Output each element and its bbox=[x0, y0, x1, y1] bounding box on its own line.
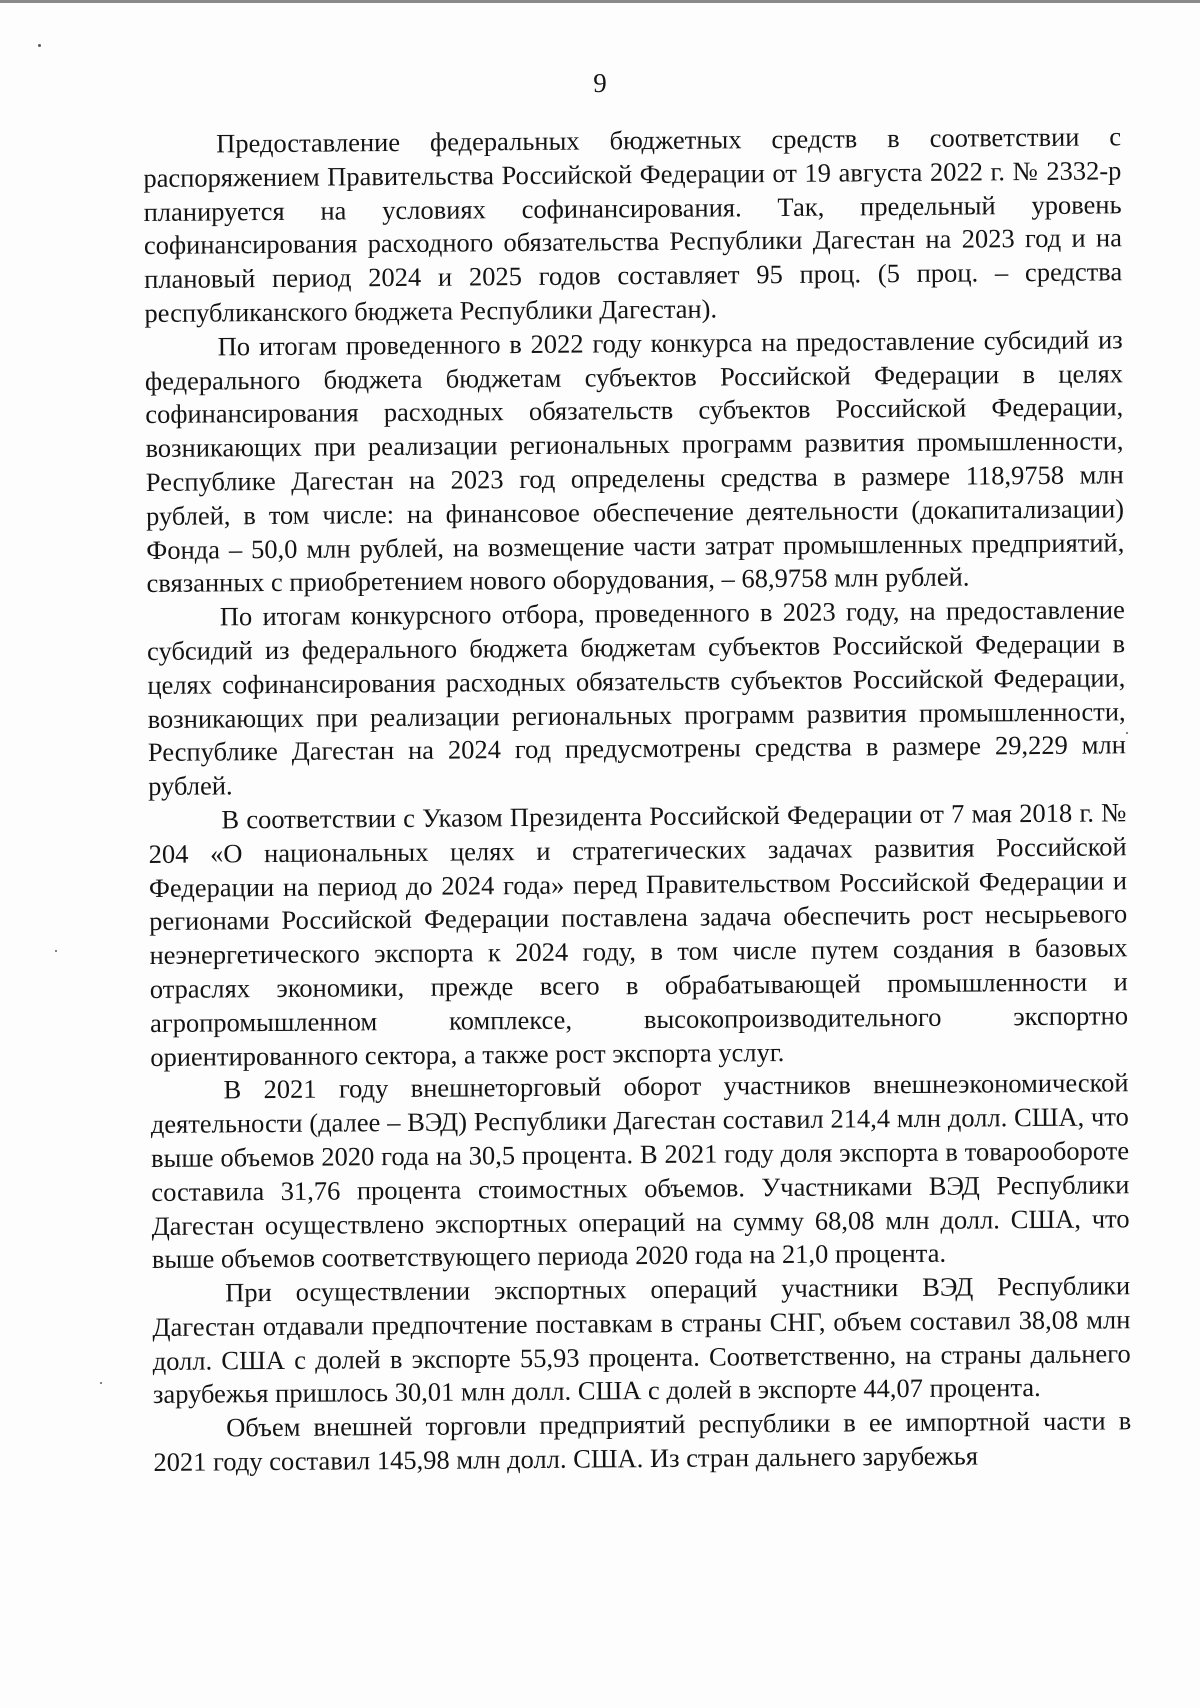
scan-speck bbox=[55, 950, 57, 952]
paragraph-2021-trade-turnover: В 2021 году внешнеторговый оборот участников внешнеэкономической деятельности (далее – ВЭД) Республики Дагестан составил 214,4 млн долл. США, что выше объемов 2020 года на 30,5 процента. В 2021 году доля экспорта в товарообороте составила 31,76 процента стоимостных объемов. Участниками ВЭД Республики Дагестан осуществлено экспортных операций на сумму 68,08 млн долл. США, что выше объемов соответствующего периода 2020 года на 21,0 процента. bbox=[150, 1067, 1130, 1275]
paragraph-export-destinations: При осуществлении экспортных операций участники ВЭД Республики Дагестан отдавали предпочтение поставкам в страны СНГ, объем составил 38,08 млн долл. США с долей в экспорте 55,93 процента. Соответственно, на страны дальнего зарубежья пришлось 30,01 млн долл. США с долей в экспорте 44,07 процента. bbox=[152, 1270, 1131, 1410]
scan-top-edge bbox=[0, 0, 1200, 3]
paragraph-presidential-decree: В соответствии с Указом Президента Российской Федерации от 7 мая 2018 г. № 204 «О национальных целях и стратегических задачах развития Российской Федерации на период до 2024 года» перед Правительством Российской Федерации и регионами Российской Федерации поставлена задача обеспечить рост несырьевого неэнергетического экспорта к 2024 году, в том числе путем создания в базовых отраслях экономики, прежде всего в обрабатывающей промышленности и агропромышленном комплексе, высокопроизводительного экспортно ориентированного сектора, а также рост экспорта услуг. bbox=[148, 797, 1129, 1072]
paragraph-cofinancing-terms: Предоставление федеральных бюджетных средств в соответствии с распоряжением Правительства Российской Федерации от 19 августа 2022 г. № 2332-р планируется на условиях софинансирования. Так, предельный уровень софинансирования расходного обязательства Республики Дагестан на 2023 год и на плановый период 2024 и 2025 годов составляет 95 проц. (5 проц. – средства республиканского бюджета Республики Дагестан). bbox=[143, 121, 1123, 328]
document-body bbox=[143, 120, 1132, 1480]
paragraph-2023-selection-results: По итогам конкурсного отбора, проведенного в 2023 году, на предоставление субсидий из федерального бюджета бюджетам субъектов Российской Федерации в целях софинансирования расходных обязательств субъектов Российской Федерации, возникающих при реализации региональных программ развития промышленности, Республике Дагестан на 2024 год предусмотрены средства в размере 29,229 млн рублей. bbox=[146, 594, 1126, 802]
paragraph-import-volume: Объем внешней торговли предприятий республики в ее импортной части в 2021 году составил 145,98 млн долл. США. Из стран дальнего зарубежья bbox=[153, 1405, 1132, 1478]
scan-speck bbox=[1126, 732, 1128, 734]
scan-speck bbox=[38, 44, 41, 47]
page-number: 9 bbox=[593, 68, 607, 98]
paragraph-2022-contest-results: По итогам проведенного в 2022 году конкурса на предоставление субсидий из федерального бюджета бюджетам субъектов Российской Федерации в целях софинансирования расходных обязательств субъектов Российской Федерации, возникающих при реализации региональных программ развития промышленности, Республике Дагестан на 2023 год определены средства в размере 118,9758 млн рублей, в том числе: на финансовое обеспечение деятельности (докапитализации) Фонда – 50,0 млн рублей, на возмещение части затрат промышленных предприятий, связанных с приобретением нового оборудования, – 68,9758 млн рублей. bbox=[144, 324, 1125, 599]
scan-speck bbox=[100, 1382, 102, 1384]
